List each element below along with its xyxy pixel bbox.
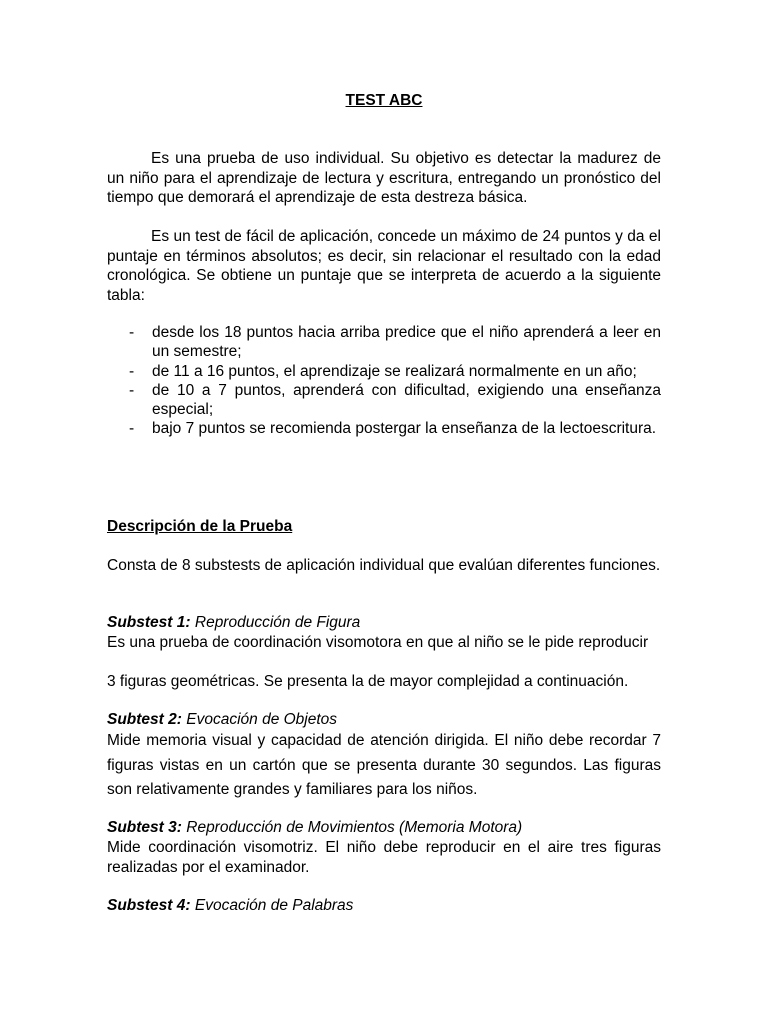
subtest-3-text: Mide coordinación visomotriz. El niño debe reproducir en el aire tres figuras realizadas por el examinador. xyxy=(107,839,661,876)
score-bullet-text: de 10 a 7 puntos, aprenderá con dificultad, exigiendo una enseñanza especial; xyxy=(152,381,661,419)
score-bullet-item xyxy=(107,419,661,438)
score-bullet-item xyxy=(107,323,661,362)
subtest-2-name: Evocación de Objetos xyxy=(186,711,338,728)
bullet-marker: - xyxy=(129,381,135,399)
score-bullet-item xyxy=(107,362,661,381)
description-paragraph: Consta de 8 substests de aplicación individual que evalúan diferentes funciones. xyxy=(107,557,661,574)
subtest-2-text: Mide memoria visual y capacidad de atención dirigida. El niño debe recordar 7 figuras vistas en un cartón que se presenta durante 30 segundos. Las figuras son relativamente grandes y familiares para los niños. xyxy=(107,732,661,798)
score-bullet-text: desde los 18 puntos hacia arriba predice que el niño aprenderá a leer en un semestre; xyxy=(152,324,661,361)
description-heading xyxy=(107,518,292,536)
subtest-1-heading xyxy=(107,613,661,633)
intro-paragraph-2-text: Es un test de fácil de aplicación, concede un máximo de 24 puntos y da el puntaje en términos absolutos; es decir, sin relacionar el resultado con la edad cronológica. Se obtiene un puntaje que se interpreta de acuerdo a la siguiente tabla: xyxy=(107,228,661,304)
subtest-4-heading xyxy=(107,896,661,916)
subtest-2-label: Subtest 2: xyxy=(107,711,182,728)
subtest-4-label: Substest 4: xyxy=(107,897,191,914)
bullet-marker: - xyxy=(129,324,135,341)
intro-paragraph-2 xyxy=(107,227,661,305)
document-title xyxy=(0,92,768,110)
bullet-marker: - xyxy=(129,420,135,438)
score-bullet-list xyxy=(107,323,661,439)
intro-paragraph-1-text: Es una prueba de uso individual. Su objetivo es detectar la madurez de un niño para el aprendizaje de lectura y escritura, entregando un pronóstico del tiempo que demorará el aprendizaje de esta destreza básica. xyxy=(107,150,661,206)
subtest-1-name: Reproducción de Figura xyxy=(194,614,361,631)
subtest-1-text-line-2: 3 figuras geométricas. Se presenta la de mayor complejidad a continuación. xyxy=(107,673,629,690)
score-bullet-text: de 11 a 16 puntos, el aprendizaje se realizará normalmente en un año; xyxy=(152,362,637,380)
subtest-3-heading xyxy=(107,818,661,838)
subtest-4-name: Evocación de Palabras xyxy=(194,897,354,914)
subtest-1-text-line-1: Es una prueba de coordinación visomotora en que al niño se le pide reproducir xyxy=(107,634,649,651)
document-title-text: TEST ABC xyxy=(345,92,423,109)
subtest-3-name: Reproducción de Movimientos (Memoria Motora) xyxy=(186,819,523,836)
subtest-2-heading xyxy=(107,710,661,730)
subtest-1-label: Substest 1: xyxy=(107,614,191,631)
score-bullet-item xyxy=(107,381,661,420)
bullet-marker: - xyxy=(129,362,135,380)
subtest-3-label: Subtest 3: xyxy=(107,819,182,836)
score-bullet-text: bajo 7 puntos se recomienda postergar la enseñanza de la lectoescritura. xyxy=(152,420,657,438)
description-heading-text: Descripción de la Prueba xyxy=(107,518,293,535)
intro-paragraph-1 xyxy=(107,149,661,208)
